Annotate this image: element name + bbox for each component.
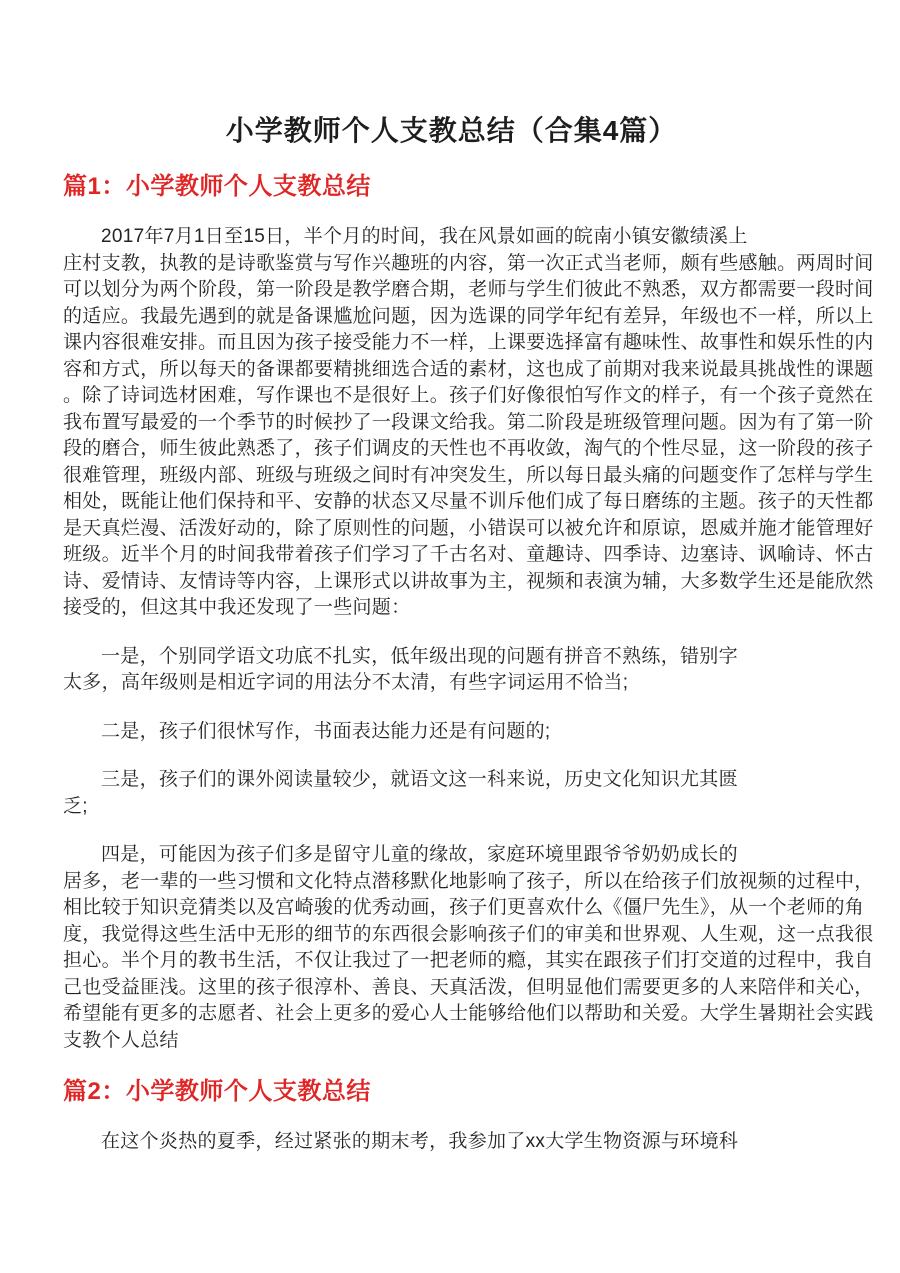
paragraph bbox=[63, 224, 874, 622]
text-line: 乏; bbox=[63, 795, 88, 817]
paragraph bbox=[63, 719, 840, 746]
text-line: 居多，老一辈的一些习惯和文化特点潜移默化地影响了孩子，所以在给孩子们放视频的过程中， bbox=[63, 870, 874, 892]
text-line: 庄村支教，执教的是诗歌鉴赏与写作兴趣班的内容，第一次正式当老师，颇有些感触。两周时间 bbox=[63, 252, 874, 274]
text-line: 相处，既能让他们保持和平、安静的状态又尽量不训斥他们成了每日磨练的主题。孩子的天性都 bbox=[63, 491, 874, 512]
text-line: 可以划分为两个阶段，第一阶段是教学磨合期，老师与学生们彼此不熟悉，双方都需要一段时间 bbox=[63, 279, 874, 300]
section-1-heading: 篇1：小学教师个人支教总结 bbox=[63, 173, 371, 200]
paragraph bbox=[63, 842, 874, 1054]
text-line: 一是，个别同学语文功底不扎实，低年级出现的问题有拼音不熟练，错别字 bbox=[101, 645, 738, 667]
text-line: 接受的，但这其中我还发现了一些问题： bbox=[63, 597, 411, 618]
text-line: 2017年7月1日至15日，半个月的时间，我在风景如画的皖南小镇安徽绩溪上 bbox=[101, 226, 748, 247]
text-line: 四是，可能因为孩子们多是留守儿童的缘故，家庭环境里跟爷爷奶奶成长的 bbox=[101, 844, 738, 865]
text-line: 支教个人总结 bbox=[63, 1029, 179, 1051]
document-title: 小学教师个人支教总结（合集4篇） bbox=[225, 115, 678, 146]
text-line: 二是，孩子们很怵写作，书面表达能力还是有问题的; bbox=[101, 720, 551, 742]
text-line: 在这个炎热的夏季，经过紧张的期末考，我参加了xx大学生物资源与环境科 bbox=[101, 1131, 739, 1152]
text-line: 相比较于知识竞猜类以及宫崎骏的优秀动画，孩子们更喜欢什么《僵尸先生》，从一个老师的角 bbox=[63, 897, 865, 918]
text-line: 班级。近半个月的时间我带着孩子们学习了千古名对、童趣诗、四季诗、边塞诗、讽喻诗、怀古 bbox=[63, 544, 874, 565]
text-line: 很难管理，班级内部、班级与班级之间时有冲突发生，所以每日最头痛的问题变作了怎样与学生 bbox=[63, 464, 874, 486]
text-line: 诗、爱情诗、友情诗等内容，上课形式以讲故事为主，视频和表演为辅，大多数学生还是能欣然 bbox=[63, 570, 874, 592]
section-2 bbox=[63, 1077, 840, 1156]
text-line: 的适应。我最先遇到的就是备课尴尬问题，因为选课的同学年纪有差异，年级也不一样，所以上 bbox=[63, 305, 874, 327]
text-line: 希望能有更多的志愿者、社会上更多的爱心人士能够给他们以帮助和关爱。大学生暑期社会实践 bbox=[63, 1003, 874, 1024]
text-line: 太多，高年级则是相近字词的用法分不太清，有些字词运用不恰当; bbox=[63, 672, 629, 693]
text-line: 。除了诗词选材困难，写作课也不是很好上。孩子们好像很怕写作文的样子，有一个孩子竟然在 bbox=[63, 385, 874, 406]
text-line: 我布置写最爱的一个季节的时候抄了一段课文给我。第二阶段是班级管理问题。因为有了第一阶 bbox=[63, 411, 874, 433]
text-line: 是天真烂漫、活泼好动的，除了原则性的问题，小错误可以被允许和原谅，恩威并施才能管理好 bbox=[63, 517, 874, 539]
text-line: 课内容很难安排。而且因为孩子接受能力不一样，上课要选择富有趣味性、故事性和娱乐性的内 bbox=[63, 332, 874, 353]
text-line: 段的磨合，师生彼此熟悉了，孩子们调皮的天性也不再收敛，淘气的个性尽显，这一阶段的孩子 bbox=[63, 438, 874, 459]
text-line: 担心。半个月的教书生活，不仅让我过了一把老师的瘾，其实在跟孩子们打交道的过程中，我自 bbox=[63, 950, 874, 971]
paragraph bbox=[63, 767, 840, 820]
section-2-heading: 篇2：小学教师个人支教总结 bbox=[63, 1078, 371, 1105]
text-line: 容和方式，所以每天的备课都要精挑细选合适的素材，这也成了前期对我来说最具挑战性的课题 bbox=[63, 358, 874, 380]
text-line: 己也受益匪浅。这里的孩子很淳朴、善良、天真活泼，但明显他们需要更多的人来陪伴和关心， bbox=[63, 976, 874, 998]
text-line: 度，我觉得这些生活中无形的细节的东西很会影响孩子们的审美和世界观、人生观，这一点我很 bbox=[63, 923, 874, 945]
paragraph bbox=[63, 1129, 840, 1156]
text-line: 三是，孩子们的课外阅读量较少，就语文这一科来说，历史文化知识尤其匮 bbox=[101, 769, 738, 790]
paragraph bbox=[63, 644, 840, 697]
section-1 bbox=[63, 172, 874, 1054]
